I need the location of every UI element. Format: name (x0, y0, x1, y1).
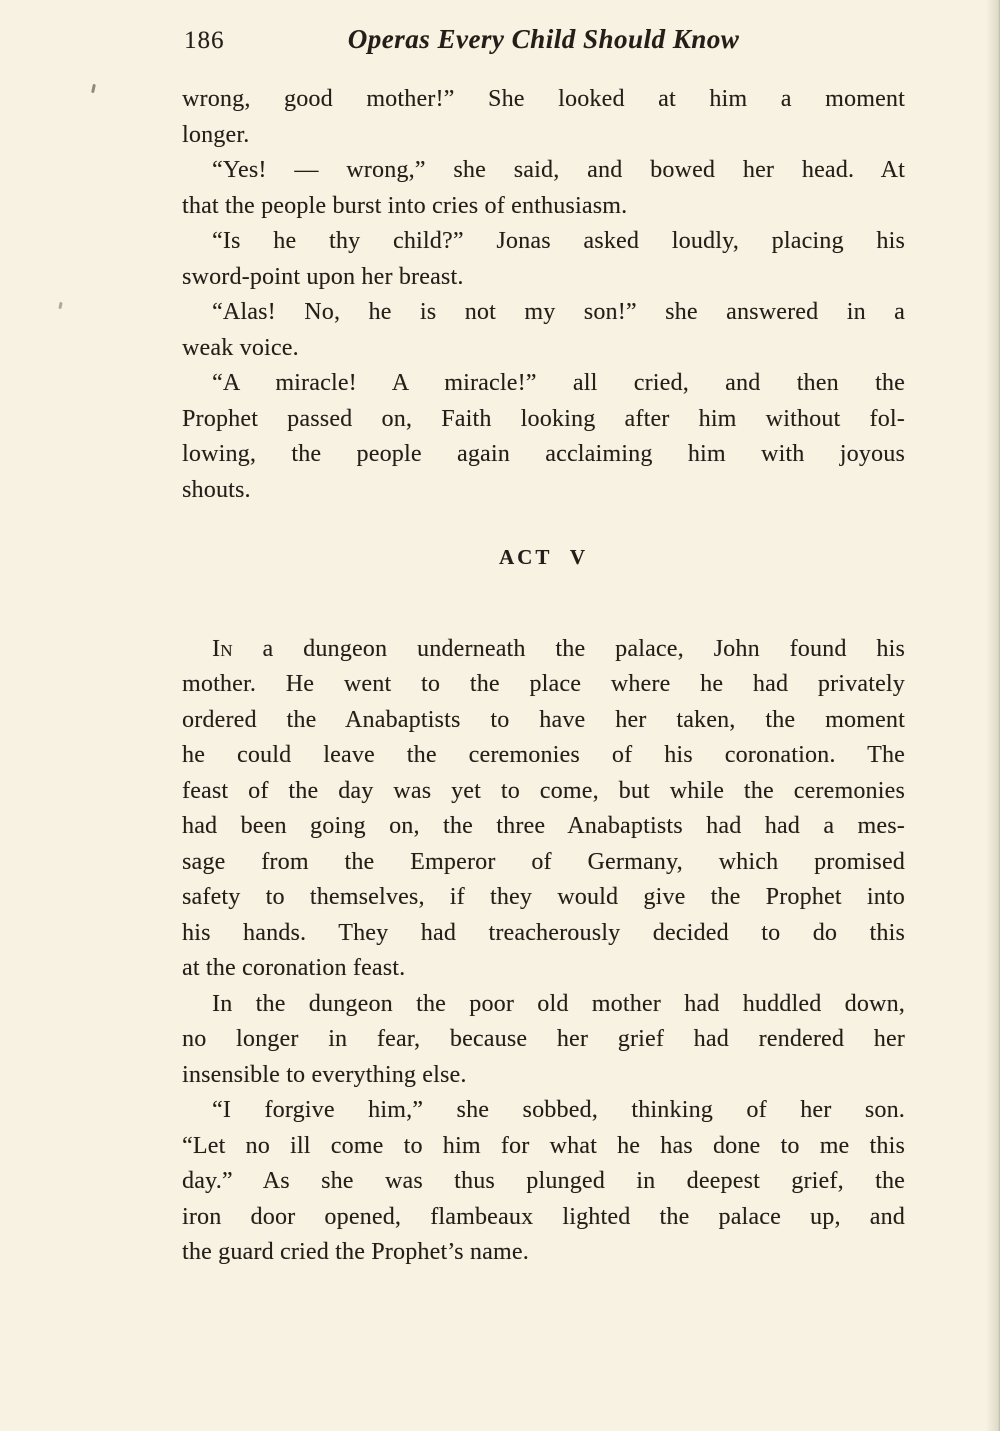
text-line: his hands. They had treacherously decided to do this (182, 919, 905, 946)
text-line: safety to themselves, if they would give the Prophet into (182, 884, 905, 910)
text-line: he could leave the ceremonies of his coronation. The (182, 742, 905, 768)
paragraph (182, 1093, 905, 1271)
text-line: mother. He went to the place where he had privately (182, 671, 905, 697)
text-line: In the dungeon the poor old mother had huddled down, (212, 990, 905, 1017)
text-line: “Is he thy child?” Jonas asked loudly, placing his (212, 228, 905, 254)
text-line: Prophet passed on, Faith looking after him without fol- (182, 405, 905, 432)
section-heading: ACT V (499, 545, 588, 569)
text-line: that the people burst into cries of enthusiasm. (182, 192, 628, 219)
paragraph (182, 366, 905, 508)
paragraph (182, 987, 905, 1094)
text-line: wrong, good mother!” She looked at him a moment (182, 86, 905, 112)
text-line: “I forgive him,” she sobbed, thinking of her son. (212, 1097, 905, 1123)
text-line: “A miracle! A miracle!” all cried, and then the (212, 370, 905, 396)
text-line: In a dungeon underneath the palace, John found his (212, 635, 905, 662)
text-body (182, 82, 905, 1271)
page-number: 186 (184, 27, 225, 54)
text-line: had been going on, the three Anabaptists had had a mes- (182, 813, 905, 839)
text-line: the guard cried the Prophet’s name. (182, 1239, 529, 1265)
text-line: longer. (182, 121, 250, 148)
text-line: sage from the Emperor of Germany, which promised (182, 848, 905, 875)
text-line: no longer in fear, because her grief had rendered her (182, 1026, 905, 1052)
paragraph (182, 295, 905, 366)
text-line: “Let no ill come to him for what he has done to me this (182, 1132, 905, 1159)
paragraph (182, 82, 905, 153)
text-line: lowing, the people again acclaiming him with joyous (182, 441, 905, 467)
paragraph (182, 153, 905, 224)
scan-speck (91, 84, 96, 93)
smallcaps-lead: In (212, 635, 233, 662)
text-line: feast of the day was yet to come, but while the ceremonies (182, 777, 905, 804)
text-line: sword-point upon her breast. (182, 263, 464, 290)
running-title: Operas Every Child Should Know (347, 24, 740, 54)
text-line: ordered the Anabaptists to have her taken, the moment (182, 706, 905, 733)
scan-speck (58, 302, 62, 309)
paragraph (182, 632, 905, 987)
text-line: insensible to everything else. (182, 1061, 467, 1088)
text-line: weak voice. (182, 334, 299, 361)
text-line: “Yes! — wrong,” she said, and bowed her head. At (212, 157, 905, 183)
text-line: shouts. (182, 476, 251, 503)
text-line: at the coronation feast. (182, 955, 406, 981)
text-line: “Alas! No, he is not my son!” she answered in a (212, 299, 905, 325)
paragraph (182, 224, 905, 295)
page-header (182, 24, 905, 64)
text-line: day.” As she was thus plunged in deepest grief, the (182, 1168, 905, 1194)
text-line: iron door opened, flambeaux lighted the palace up, and (182, 1203, 905, 1230)
